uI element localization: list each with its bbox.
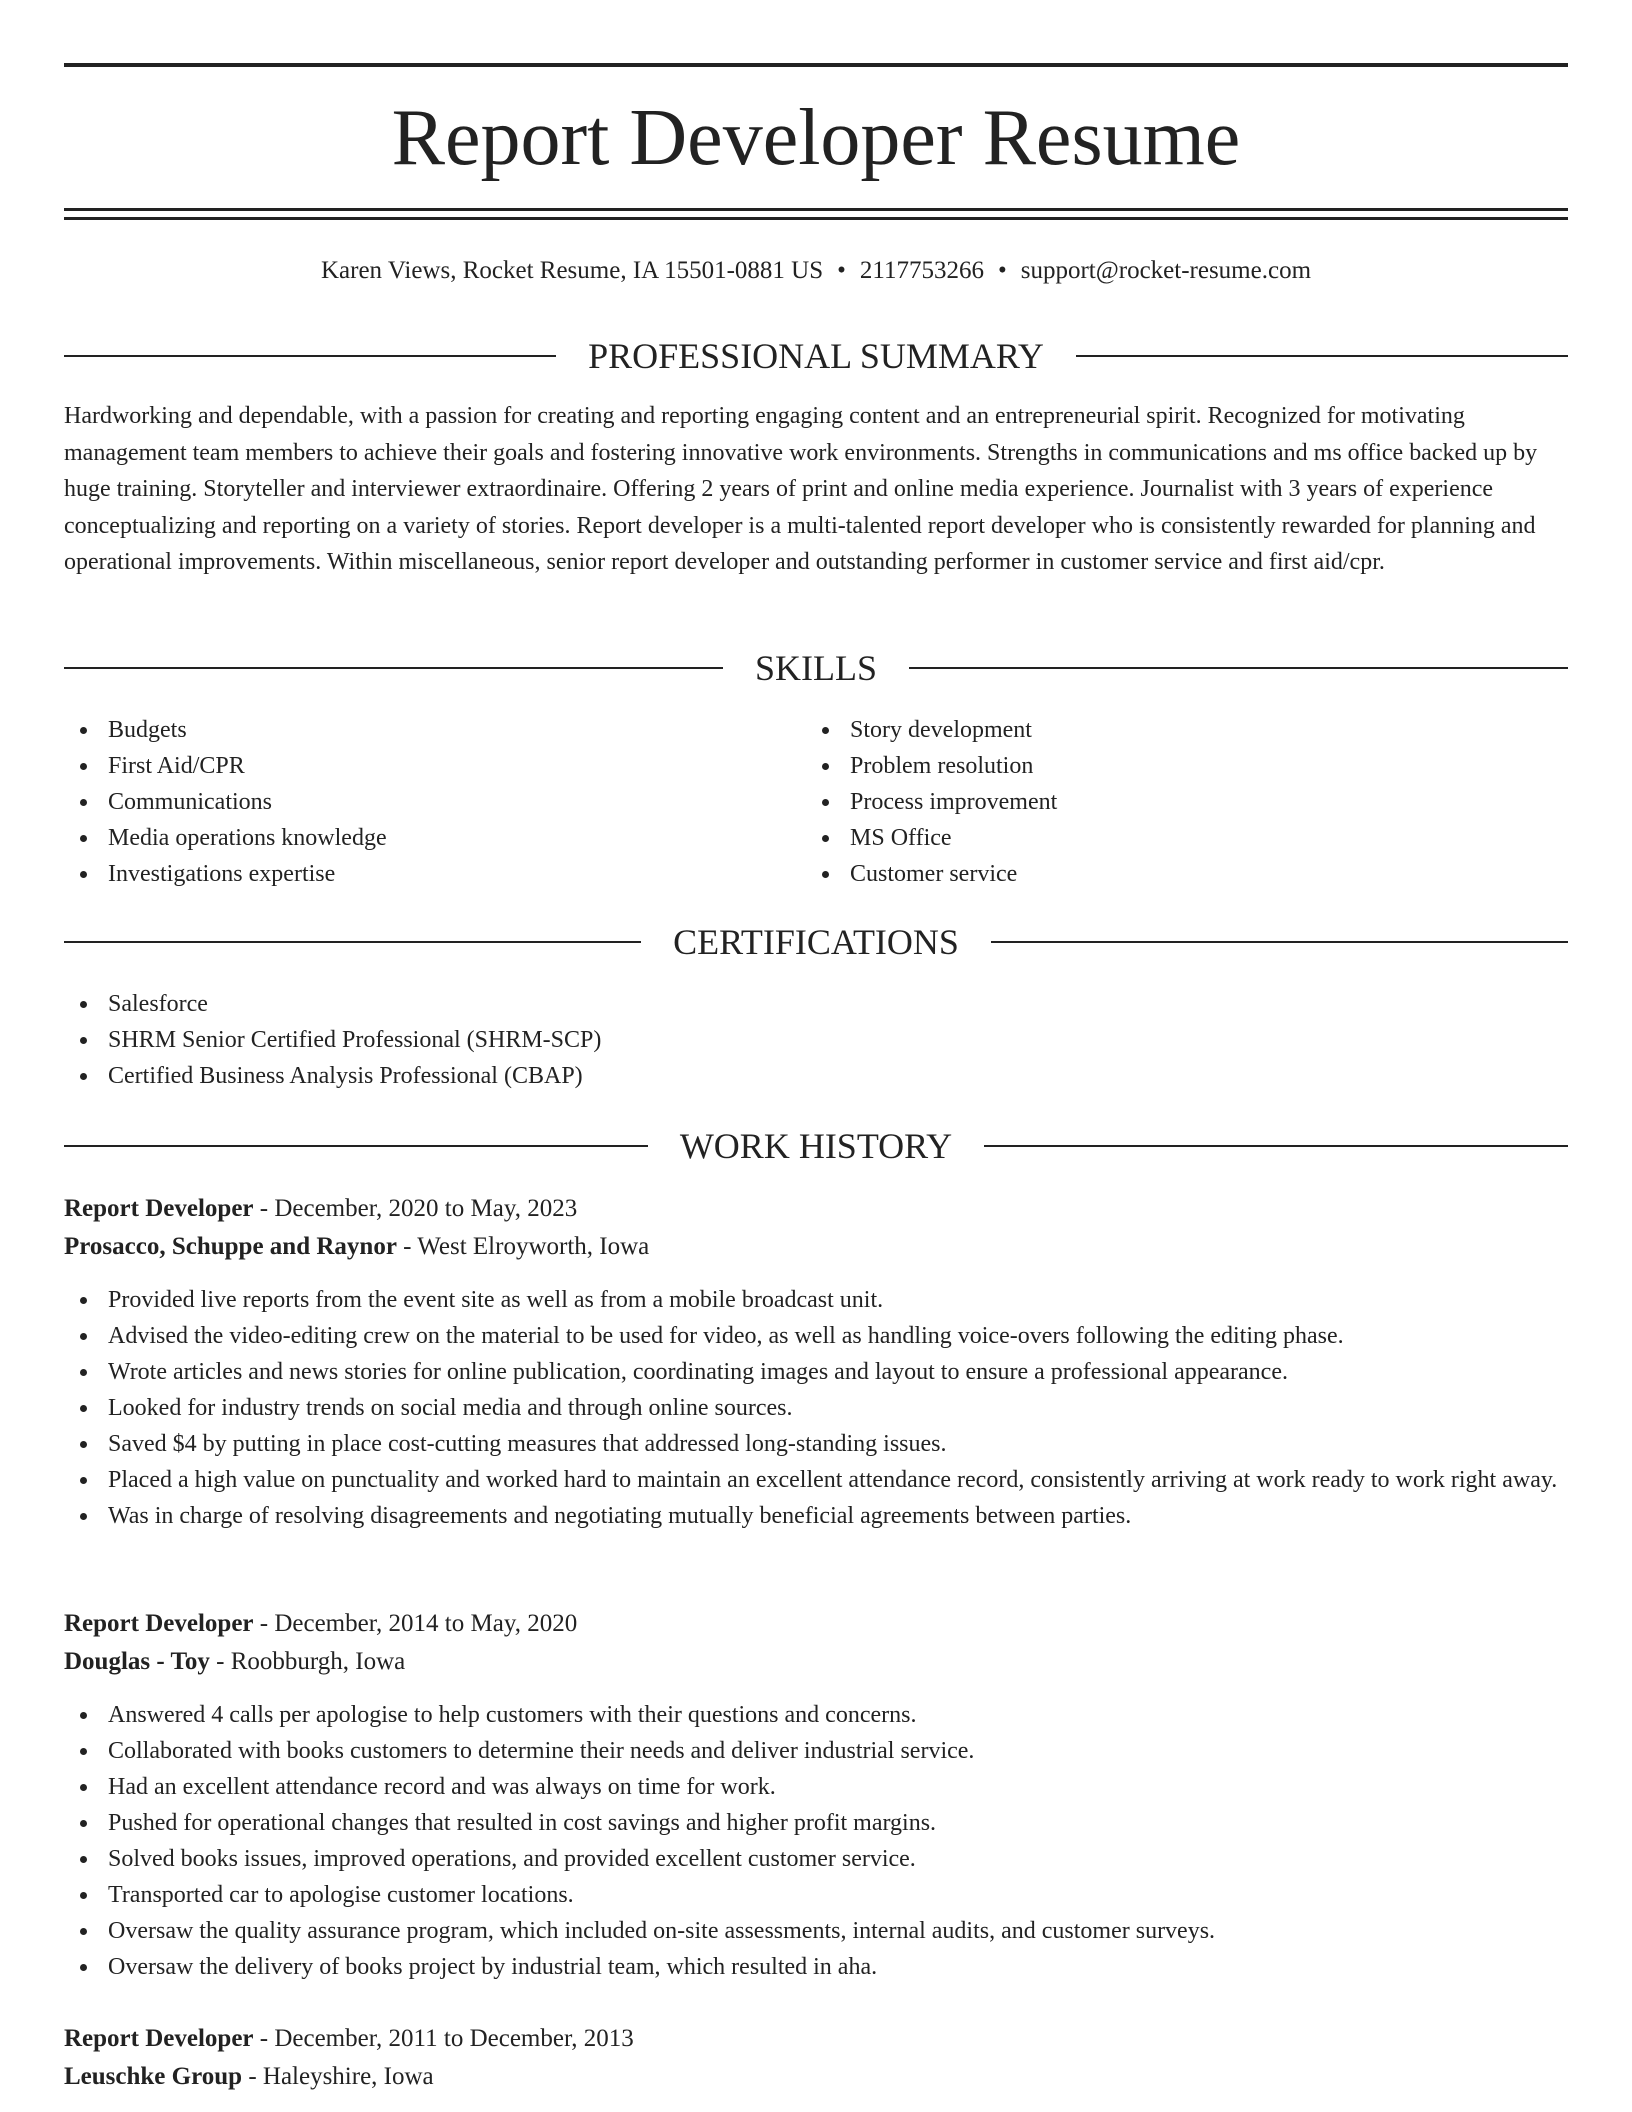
skill-item: Media operations knowledge	[64, 820, 764, 856]
job-company: Prosacco, Schuppe and Raynor	[64, 1233, 397, 1260]
heading-rule	[64, 667, 723, 669]
job-bullet: Saved $4 by putting in place cost-cutting measures that addressed long-standing issues.	[64, 1426, 1568, 1462]
contact-email[interactable]: support@rocket-resume.com	[1020, 257, 1312, 284]
heading-rule	[64, 1145, 648, 1147]
job-dates: December, 2020 to May, 2023	[274, 1195, 578, 1222]
job-company-line: Prosacco, Schuppe and Raynor - West Elroyworth, Iowa	[64, 1233, 650, 1260]
skill-item: Investigations expertise	[64, 856, 764, 892]
job-bullet: Pushed for operational changes that resulted in cost savings and higher profit margins.	[64, 1805, 1568, 1841]
skill-item: Story development	[806, 712, 1506, 748]
job-title-line: Report Developer - December, 2014 to May, 2020	[64, 1610, 578, 1637]
job-title-line: Report Developer - December, 2011 to December, 2013	[64, 2025, 634, 2052]
job-entry	[64, 2020, 1568, 2096]
job-bullet: Answered 4 calls per apologise to help customers with their questions and concerns.	[64, 1697, 1568, 1733]
job-bullet: Provided live reports from the event site as well as from a mobile broadcast unit.	[64, 1282, 1568, 1318]
job-bullet: Collaborated with books customers to determine their needs and deliver industrial service.	[64, 1733, 1568, 1769]
section-title: CERTIFICATIONS	[673, 922, 959, 962]
job-bullet: Advised the video-editing crew on the material to be used for video, as well as handling voice-overs following the editing phase.	[64, 1318, 1568, 1354]
skills-column-right	[806, 712, 1506, 892]
job-bullet: Placed a high value on punctuality and worked hard to maintain an excellent attendance record, consistently arriving at work ready to work right away.	[64, 1462, 1568, 1498]
heading-rule	[64, 355, 556, 357]
certifications-block	[64, 986, 1568, 1094]
skill-item: MS Office	[806, 820, 1506, 856]
job-title: Report Developer	[64, 1195, 254, 1222]
job-company: Leuschke Group	[64, 2063, 243, 2090]
certifications-list	[64, 986, 1568, 1094]
section-heading-certifications	[64, 920, 1568, 964]
job-company-line: Douglas - Toy - Roobburgh, Iowa	[64, 1648, 406, 1675]
job-bullet: Oversaw the delivery of books project by industrial team, which resulted in aha.	[64, 1949, 1568, 1985]
section-heading-work-history	[64, 1124, 1568, 1168]
skills-list	[64, 712, 764, 892]
skills-column-left	[64, 712, 764, 892]
job-bullet: Had an excellent attendance record and was always on time for work.	[64, 1769, 1568, 1805]
certification-item: Salesforce	[64, 986, 1568, 1022]
job-bullet: Wrote articles and news stories for online publication, coordinating images and layout to ensure a professional appearance.	[64, 1354, 1568, 1390]
job-location: Roobburgh, Iowa	[230, 1648, 406, 1675]
job-bullets	[64, 1697, 1568, 1985]
job-bullet: Looked for industry trends on social media and through online sources.	[64, 1390, 1568, 1426]
job-entry	[64, 1605, 1568, 1985]
job-title-line: Report Developer - December, 2020 to May, 2023	[64, 1195, 578, 1222]
skill-item: Customer service	[806, 856, 1506, 892]
top-rule	[64, 63, 1568, 67]
job-bullet: Solved books issues, improved operations, and provided excellent customer service.	[64, 1841, 1568, 1877]
job-title: Report Developer	[64, 1610, 254, 1637]
job-title: Report Developer	[64, 2025, 254, 2052]
contact-phone: 2117753266	[859, 257, 984, 284]
skill-item: Budgets	[64, 712, 764, 748]
contact-separator: •	[997, 257, 1007, 284]
section-title: PROFESSIONAL SUMMARY	[588, 336, 1044, 376]
section-heading-summary	[64, 334, 1568, 378]
resume-title: Report Developer Resume	[391, 94, 1241, 182]
skill-item: Process improvement	[806, 784, 1506, 820]
certification-item: Certified Business Analysis Professional (CBAP)	[64, 1058, 1568, 1094]
skill-item: First Aid/CPR	[64, 748, 764, 784]
skill-item: Communications	[64, 784, 764, 820]
skills-list	[806, 712, 1506, 892]
section-title: SKILLS	[755, 648, 878, 688]
job-bullets	[64, 1282, 1568, 1534]
job-bullet: Was in charge of resolving disagreements and negotiating mutually beneficial agreements between parties.	[64, 1498, 1568, 1534]
contact-address: Karen Views, Rocket Resume, IA 15501-0881 US	[320, 257, 824, 284]
job-company: Douglas - Toy	[64, 1648, 210, 1675]
heading-rule	[984, 1145, 1568, 1147]
heading-rule	[1076, 355, 1568, 357]
section-title: WORK HISTORY	[679, 1126, 953, 1166]
contact-line	[64, 253, 1568, 289]
job-location: Haleyshire, Iowa	[262, 2063, 434, 2090]
heading-rule	[909, 667, 1568, 669]
section-heading-skills	[64, 646, 1568, 690]
contact-separator: •	[837, 257, 846, 284]
job-entry	[64, 1190, 1568, 1534]
certification-item: SHRM Senior Certified Professional (SHRM-SCP)	[64, 1022, 1568, 1058]
job-bullet: Transported car to apologise customer locations.	[64, 1877, 1568, 1913]
skill-item: Problem resolution	[806, 748, 1506, 784]
job-location: West Elroyworth, Iowa	[417, 1233, 650, 1260]
title-double-rule	[64, 208, 1568, 220]
job-bullet: Oversaw the quality assurance program, which included on-site assessments, internal audits, and customer surveys.	[64, 1913, 1568, 1949]
job-dates: December, 2014 to May, 2020	[274, 1610, 578, 1637]
summary-paragraph: Hardworking and dependable, with a passion for creating and reporting engaging content and an entrepreneurial spirit. Recognized for motivating management team members to achieve their goals and fostering innovative work environments. Strengths in communications and ms office backed up by huge training. Storyteller and interviewer extraordinaire. Offering 2 years of print and online media experience. Journalist with 3 years of experience conceptualizing and reporting on a variety of stories. Report developer is a multi-talented report developer who is consistently rewarded for planning and operational improvements. Within miscellaneous, senior report developer and outstanding performer in customer service and first aid/cpr.	[64, 403, 1538, 575]
job-company-line: Leuschke Group - Haleyshire, Iowa	[64, 2063, 434, 2090]
heading-rule	[64, 941, 641, 943]
job-dates: December, 2011 to December, 2013	[274, 2025, 634, 2052]
heading-rule	[991, 941, 1568, 943]
